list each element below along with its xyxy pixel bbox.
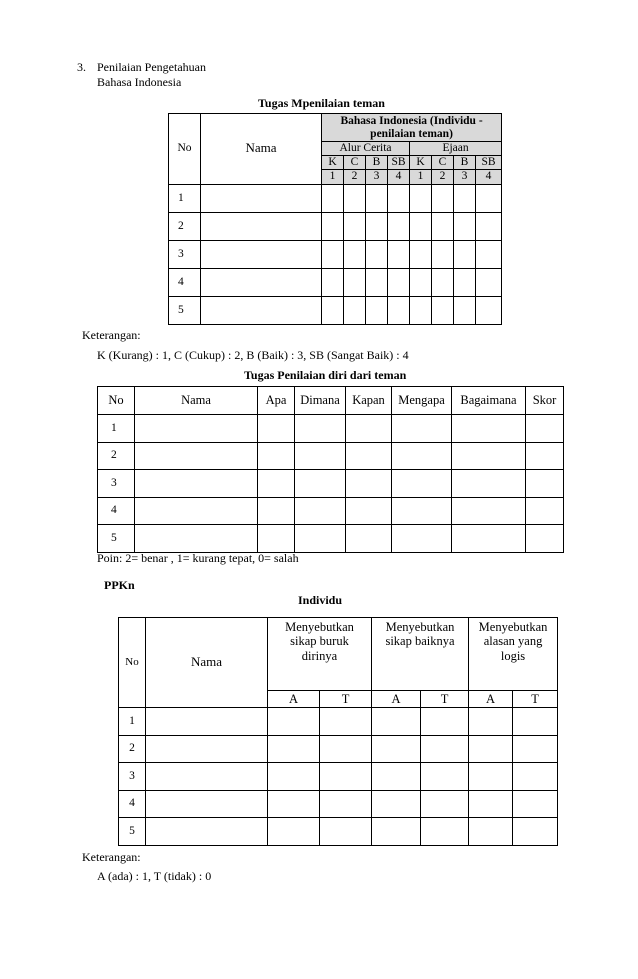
table1-score-header: 1 <box>410 170 432 184</box>
table2-cell <box>258 415 295 443</box>
table2-cell <box>295 525 346 553</box>
subject-ppkn: PPKn <box>104 578 135 592</box>
table1-subgroup-alur-cerita: Alur Cerita <box>322 142 410 156</box>
table2-cell <box>135 497 258 525</box>
table1-cell <box>388 268 410 296</box>
table1-cell <box>476 240 502 268</box>
table3-cell <box>513 708 558 736</box>
table3-row <box>119 763 558 791</box>
table3-sub-header: A <box>372 691 421 708</box>
table1-score-header: 2 <box>344 170 366 184</box>
section-title: Penilaian Pengetahuan <box>97 60 206 74</box>
table1-cell <box>344 184 366 212</box>
keterangan2-label: Keterangan: <box>82 850 141 864</box>
keterangan2-text: A (ada) : 1, T (tidak) : 0 <box>97 869 212 883</box>
table2-cell <box>452 442 526 470</box>
table3-header-no: No <box>119 618 146 708</box>
table3-cell <box>513 735 558 763</box>
table3-cell <box>469 763 513 791</box>
table1-grade-header: SB <box>476 156 502 170</box>
table1-cell <box>454 296 476 324</box>
table3-cell <box>469 708 513 736</box>
table1-cell <box>322 296 344 324</box>
table2-cell <box>346 470 392 498</box>
keterangan1-text: K (Kurang) : 1, C (Cukup) : 2, B (Baik) : 3, SB (Sangat Baik) : 4 <box>97 348 409 362</box>
table1-cell <box>366 268 388 296</box>
table1-cell <box>366 296 388 324</box>
table1-cell <box>322 268 344 296</box>
table2-cell <box>258 470 295 498</box>
table1-score-header: 1 <box>322 170 344 184</box>
table2-row-number: 1 <box>98 415 135 443</box>
table1-cell <box>410 268 432 296</box>
table2-row-number: 3 <box>98 470 135 498</box>
table1-cell <box>410 296 432 324</box>
table2-header-cell: Apa <box>258 387 295 415</box>
table3-cell <box>146 708 268 736</box>
table3-cell <box>372 790 421 818</box>
table1-cell <box>366 212 388 240</box>
table3-cell <box>513 790 558 818</box>
table2-row-number: 5 <box>98 525 135 553</box>
table3-group-alasan-logis: Menyebutkan alasan yang logis <box>469 618 558 691</box>
table2-row <box>98 442 564 470</box>
table2-cell <box>392 415 452 443</box>
table2-cell <box>392 470 452 498</box>
table3-title: Individu <box>298 593 343 607</box>
self-assessment-table <box>97 386 564 553</box>
table2-cell <box>346 415 392 443</box>
table1-cell <box>454 240 476 268</box>
table2-cell <box>295 470 346 498</box>
table3-cell <box>421 818 469 846</box>
table1-cell <box>410 184 432 212</box>
table1-cell <box>201 212 322 240</box>
table1-group-header: Bahasa Indonesia (Individu - penilaian teman) <box>322 114 502 142</box>
table3-cell <box>146 735 268 763</box>
table3-cell <box>421 763 469 791</box>
table1-cell <box>388 296 410 324</box>
table1-row-number: 4 <box>169 268 201 296</box>
table1-grade-header: K <box>322 156 344 170</box>
table1-header-nama: Nama <box>201 114 322 185</box>
table3-cell <box>372 708 421 736</box>
table3-cell <box>469 818 513 846</box>
poin-note: Poin: 2= benar , 1= kurang tepat, 0= salah <box>97 551 299 565</box>
table1-cell <box>410 212 432 240</box>
table1-grade-header: B <box>366 156 388 170</box>
table2-cell <box>392 525 452 553</box>
table1-cell <box>454 268 476 296</box>
table3-sub-header: T <box>513 691 558 708</box>
table1-row-number: 3 <box>169 240 201 268</box>
table3-cell <box>469 790 513 818</box>
table1-cell <box>201 268 322 296</box>
table2-cell <box>135 442 258 470</box>
table1-grade-header: B <box>454 156 476 170</box>
table2-header-cell: Dimana <box>295 387 346 415</box>
table1-cell <box>432 212 454 240</box>
table2-cell <box>295 442 346 470</box>
table2-cell <box>452 525 526 553</box>
table2-row <box>98 415 564 443</box>
table2-cell <box>452 470 526 498</box>
table2-cell <box>526 497 564 525</box>
table3-cell <box>146 763 268 791</box>
table1-row <box>169 268 502 296</box>
table2-cell <box>258 525 295 553</box>
table2-row <box>98 470 564 498</box>
table2-header-cell: Nama <box>135 387 258 415</box>
peer-assessment-table <box>168 113 502 325</box>
table1-subgroup-ejaan: Ejaan <box>410 142 502 156</box>
table3-cell <box>268 735 320 763</box>
table3-cell <box>372 735 421 763</box>
table2-cell <box>526 415 564 443</box>
table1-grade-header: SB <box>388 156 410 170</box>
table3-cell <box>320 708 372 736</box>
table1-score-header: 3 <box>454 170 476 184</box>
table3-row <box>119 790 558 818</box>
table3-cell <box>268 708 320 736</box>
table3-cell <box>268 763 320 791</box>
table1-cell <box>322 184 344 212</box>
table3-header-nama: Nama <box>146 618 268 708</box>
table1-cell <box>476 212 502 240</box>
table3-cell <box>469 735 513 763</box>
keterangan1-label: Keterangan: <box>82 328 141 342</box>
table1-cell <box>432 268 454 296</box>
table2-header-cell: Mengapa <box>392 387 452 415</box>
table3-sub-header: T <box>421 691 469 708</box>
table2-cell <box>346 497 392 525</box>
table3-cell <box>421 708 469 736</box>
table1-cell <box>454 212 476 240</box>
table1-cell <box>388 184 410 212</box>
table2-header-cell: No <box>98 387 135 415</box>
table3-row <box>119 708 558 736</box>
table3-row-number: 4 <box>119 790 146 818</box>
table1-cell <box>201 296 322 324</box>
table1-cell <box>432 296 454 324</box>
table1-row <box>169 240 502 268</box>
table2-cell <box>526 470 564 498</box>
table1-cell <box>476 296 502 324</box>
table1-row <box>169 212 502 240</box>
table2-cell <box>392 442 452 470</box>
table2-row-number: 4 <box>98 497 135 525</box>
table3-cell <box>421 790 469 818</box>
table2-cell <box>258 442 295 470</box>
table2-cell <box>346 525 392 553</box>
table3-cell <box>268 818 320 846</box>
ppkn-individual-table <box>118 617 558 846</box>
table1-cell <box>476 184 502 212</box>
table1-grade-header: C <box>432 156 454 170</box>
table1-cell <box>344 296 366 324</box>
table1-row-number: 5 <box>169 296 201 324</box>
table3-row <box>119 735 558 763</box>
table3-cell <box>372 818 421 846</box>
table1-cell <box>322 240 344 268</box>
table2-header-cell: Skor <box>526 387 564 415</box>
table3-row-number: 5 <box>119 818 146 846</box>
table3-cell <box>421 735 469 763</box>
table1-grade-header: C <box>344 156 366 170</box>
table1-cell <box>344 212 366 240</box>
table3-row-number: 1 <box>119 708 146 736</box>
table1-row <box>169 184 502 212</box>
table1-cell <box>322 212 344 240</box>
table1-cell <box>201 184 322 212</box>
table2-title: Tugas Penilaian diri dari teman <box>244 368 407 382</box>
table1-cell <box>388 212 410 240</box>
table2-cell <box>135 470 258 498</box>
table2-row <box>98 525 564 553</box>
table3-sub-header: A <box>469 691 513 708</box>
table3-cell <box>320 735 372 763</box>
table1-cell <box>432 240 454 268</box>
table1-title: Tugas Mpenilaian teman <box>258 96 385 110</box>
table3-cell <box>268 790 320 818</box>
table3-sub-header: T <box>320 691 372 708</box>
table3-sub-header: A <box>268 691 320 708</box>
table2-cell <box>526 525 564 553</box>
table1-grade-header: K <box>410 156 432 170</box>
table3-cell <box>320 818 372 846</box>
table2-row-number: 2 <box>98 442 135 470</box>
table2-cell <box>295 497 346 525</box>
table2-header-cell: Kapan <box>346 387 392 415</box>
table1-row <box>169 296 502 324</box>
table2-cell <box>526 442 564 470</box>
table1-cell <box>366 240 388 268</box>
table2-cell <box>135 525 258 553</box>
table1-cell <box>454 184 476 212</box>
table2-cell <box>258 497 295 525</box>
table2-cell <box>452 497 526 525</box>
table1-header-no: No <box>169 114 201 185</box>
table3-group-sikap-buruk: Menyebutkan sikap buruk dirinya <box>268 618 372 691</box>
table3-cell <box>513 763 558 791</box>
table1-cell <box>344 268 366 296</box>
table3-cell <box>320 763 372 791</box>
table2-cell <box>346 442 392 470</box>
table2-cell <box>452 415 526 443</box>
section-number: 3. <box>77 60 86 74</box>
table3-cell <box>320 790 372 818</box>
table1-row-number: 2 <box>169 212 201 240</box>
table1-cell <box>366 184 388 212</box>
table2-cell <box>295 415 346 443</box>
table1-cell <box>476 268 502 296</box>
table3-cell <box>146 790 268 818</box>
table3-cell <box>513 818 558 846</box>
subject-bahasa-indonesia: Bahasa Indonesia <box>97 75 182 89</box>
table3-group-sikap-baik: Menyebutkan sikap baiknya <box>372 618 469 691</box>
table2-row <box>98 497 564 525</box>
table1-score-header: 2 <box>432 170 454 184</box>
table2-header-cell: Bagaimana <box>452 387 526 415</box>
table1-score-header: 4 <box>388 170 410 184</box>
table1-cell <box>432 184 454 212</box>
table1-cell <box>344 240 366 268</box>
table3-cell <box>372 763 421 791</box>
table3-cell <box>146 818 268 846</box>
table1-cell <box>410 240 432 268</box>
table1-cell <box>201 240 322 268</box>
table1-cell <box>388 240 410 268</box>
table2-cell <box>135 415 258 443</box>
table3-row-number: 3 <box>119 763 146 791</box>
table1-score-header: 3 <box>366 170 388 184</box>
table2-cell <box>392 497 452 525</box>
table1-score-header: 4 <box>476 170 502 184</box>
table1-row-number: 1 <box>169 184 201 212</box>
table3-row-number: 2 <box>119 735 146 763</box>
table3-row <box>119 818 558 846</box>
